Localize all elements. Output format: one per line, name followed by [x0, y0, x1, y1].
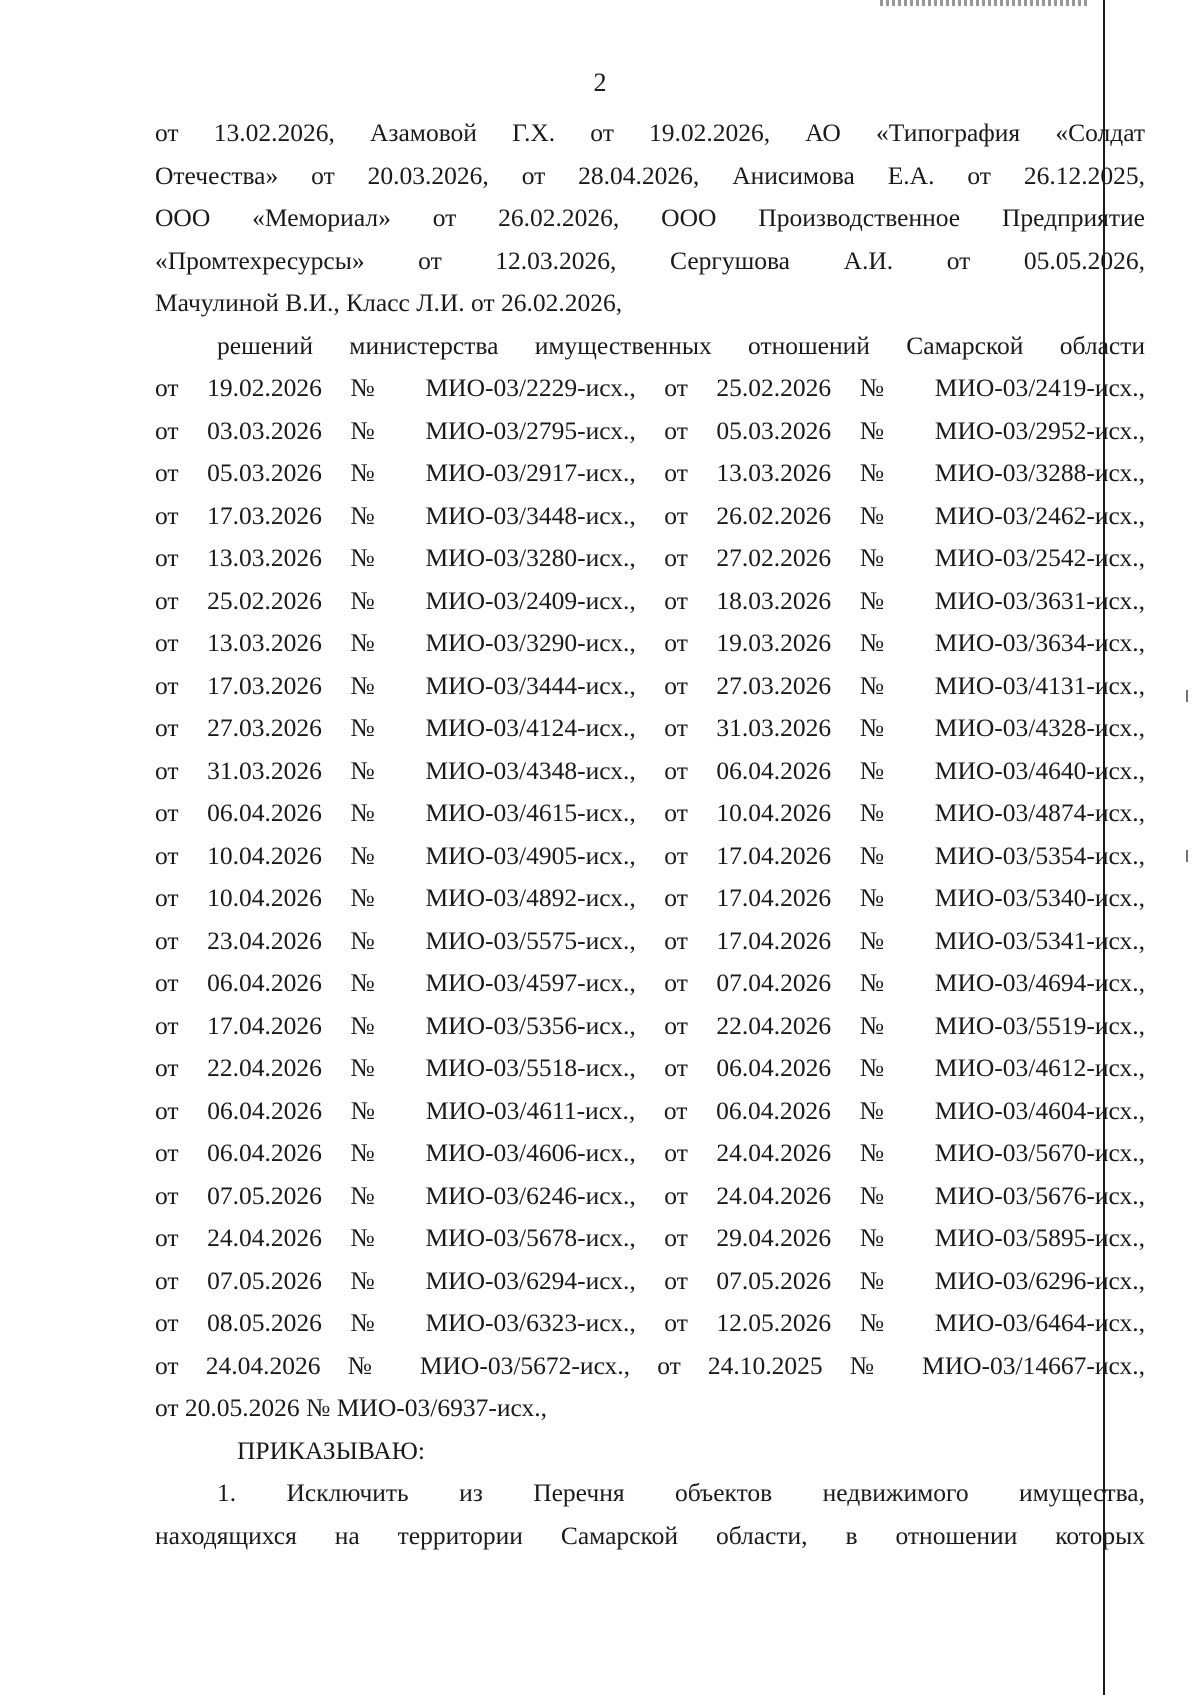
decision-line: от 19.02.2026 № МИО-03/2229-исх., от 25.02.2026 № МИО-03/2419-исх., — [155, 373, 1145, 402]
intro-line: от 13.02.2026, Азамовой Г.Х. от 19.02.2026, АО «Типография «Солдат — [155, 118, 1145, 147]
decision-line: от 25.02.2026 № МИО-03/2409-исх., от 18.03.2026 № МИО-03/3631-исх., — [155, 585, 1145, 615]
scan-artifact-top — [880, 0, 1090, 6]
order-heading: ПРИКАЗЫВАЮ: — [237, 1435, 425, 1465]
decision-line: от 17.04.2026 № МИО-03/5356-исх., от 22.04.2026 № МИО-03/5519-исх., — [155, 1010, 1145, 1040]
decision-line: от 06.04.2026 № МИО-03/4611-исх., от 06.04.2026 № МИО-03/4604-исх., — [155, 1095, 1145, 1125]
decision-line: от 07.05.2026 № МИО-03/6246-исх., от 24.04.2026 № МИО-03/5676-исх., — [155, 1180, 1145, 1210]
scan-mark — [1186, 850, 1188, 862]
decision-line: от 08.05.2026 № МИО-03/6323-исх., от 12.05.2026 № МИО-03/6464-исх., — [155, 1308, 1145, 1337]
decisions-last-line: от 20.05.2026 № МИО-03/6937-исх., — [155, 1393, 547, 1422]
decision-line: от 22.04.2026 № МИО-03/5518-исх., от 06.04.2026 № МИО-03/4612-исх., — [155, 1053, 1145, 1082]
decision-line: от 03.03.2026 № МИО-03/2795-исх., от 05.03.2026 № МИО-03/2952-исх., — [155, 415, 1145, 445]
decision-line: от 17.03.2026 № МИО-03/3448-исх., от 26.02.2026 № МИО-03/2462-исх., — [155, 500, 1145, 530]
decision-line: от 06.04.2026 № МИО-03/4597-исх., от 07.04.2026 № МИО-03/4694-исх., — [155, 968, 1145, 997]
intro-line: «Промтехресурсы» от 12.03.2026, Сергушова А.И. от 05.05.2026, — [155, 245, 1145, 275]
intro-line: Отечества» от 20.03.2026, от 28.04.2026, Анисимова Е.А. от 26.12.2025, — [155, 160, 1145, 190]
document-body — [155, 112, 1145, 1557]
intro-line: ООО «Мемориал» от 26.02.2026, ООО Производственное Предприятие — [155, 203, 1145, 232]
decision-line: от 17.03.2026 № МИО-03/3444-исх., от 27.03.2026 № МИО-03/4131-исх., — [155, 670, 1145, 700]
decision-line: от 13.03.2026 № МИО-03/3280-исх., от 27.02.2026 № МИО-03/2542-исх., — [155, 543, 1145, 572]
decision-line: от 06.04.2026 № МИО-03/4615-исх., от 10.04.2026 № МИО-03/4874-исх., — [155, 798, 1145, 827]
decision-line: от 24.04.2026 № МИО-03/5672-исх., от 24.10.2025 № МИО-03/14667-исх., — [155, 1350, 1145, 1380]
decision-list — [155, 367, 1145, 1387]
decision-line: от 10.04.2026 № МИО-03/4905-исх., от 17.04.2026 № МИО-03/5354-исх., — [155, 840, 1145, 870]
item-1-line-2: находящихся на территории Самарской области, в отношении которых — [155, 1520, 1145, 1550]
decisions-paragraph — [155, 325, 1145, 1430]
scan-mark — [1186, 690, 1188, 702]
decision-line: от 31.03.2026 № МИО-03/4348-исх., от 06.04.2026 № МИО-03/4640-исх., — [155, 755, 1145, 785]
intro-paragraph — [155, 112, 1145, 325]
intro-line: Мачулиной В.И., Класс Л.И. от 26.02.2026, — [155, 288, 623, 317]
decision-line: от 06.04.2026 № МИО-03/4606-исх., от 24.04.2026 № МИО-03/5670-исх., — [155, 1138, 1145, 1167]
page-number: 2 — [593, 68, 607, 97]
decisions-first-line: решений министерства имущественных отношений Самарской области — [217, 330, 1145, 360]
decision-line: от 23.04.2026 № МИО-03/5575-исх., от 17.04.2026 № МИО-03/5341-исх., — [155, 925, 1145, 955]
decision-line: от 13.03.2026 № МИО-03/3290-исх., от 19.03.2026 № МИО-03/3634-исх., — [155, 628, 1145, 657]
decision-line: от 10.04.2026 № МИО-03/4892-исх., от 17.04.2026 № МИО-03/5340-исх., — [155, 883, 1145, 912]
decision-line: от 05.03.2026 № МИО-03/2917-исх., от 13.03.2026 № МИО-03/3288-исх., — [155, 458, 1145, 487]
item-1-line-1: 1. Исключить из Перечня объектов недвижимого имущества, — [217, 1478, 1145, 1507]
decision-line: от 27.03.2026 № МИО-03/4124-исх., от 31.03.2026 № МИО-03/4328-исх., — [155, 713, 1145, 742]
decision-line: от 07.05.2026 № МИО-03/6294-исх., от 07.05.2026 № МИО-03/6296-исх., — [155, 1265, 1145, 1295]
decision-line: от 24.04.2026 № МИО-03/5678-исх., от 29.04.2026 № МИО-03/5895-исх., — [155, 1223, 1145, 1252]
